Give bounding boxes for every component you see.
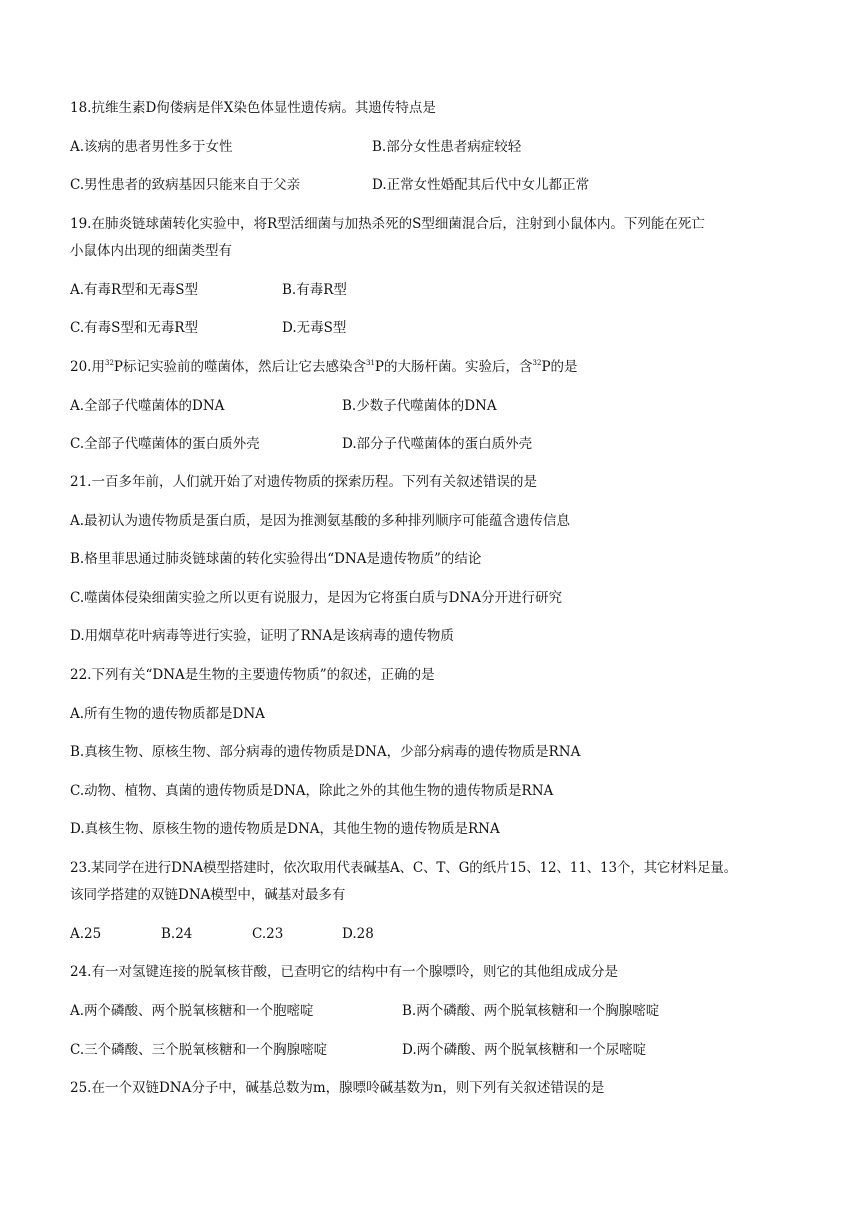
question-25-stem: 25.在一个双链DNA分子中，碱基总数为m，腺嘌呤碱基数为n，则下列有关叙述错误的是: [70, 1080, 605, 1096]
isotope-mass-number: 32: [104, 359, 114, 367]
question-22-option-d: D.真核生物、原核生物的遗传物质是DNA，其他生物的遗传物质是RNA: [70, 821, 500, 837]
question-23-option-a: A.25: [70, 926, 102, 942]
question-24-option-a: A.两个磷酸、两个脱氧核糖和一个胞嘧啶: [70, 1003, 314, 1019]
question-23-option-d: D.28: [342, 926, 374, 942]
question-24-stem: 24.有一对氢键连接的脱氧核苷酸，已查明它的结构中有一个腺嘌呤，则它的其他组成成分是: [70, 964, 618, 980]
question-21-option-b: B.格里菲思通过肺炎链球菌的转化实验得出“DNA是遗传物质”的结论: [70, 551, 482, 567]
isotope-mass-number: 31: [366, 359, 375, 367]
question-19-stem-line-1: 19.在肺炎链球菌转化实验中，将R型活细菌与加热杀死的S型细菌混合后，注射到小鼠体内。下列能在死亡: [70, 216, 705, 232]
question-19-option-b: B.有毒R型: [282, 282, 347, 298]
isotope-mass-number: 32: [532, 359, 542, 367]
question-23-stem-line-1: 23.某同学在进行DNA模型搭建时，依次取用代表碱基A、C、T、G的纸片15、12、11、13个，其它材料足量。: [70, 860, 738, 876]
question-20-option-d: D.部分子代噬菌体的蛋白质外壳: [342, 436, 533, 452]
question-20-option-a: A.全部子代噬菌体的DNA: [70, 398, 225, 414]
question-18-option-b: B.部分女性患者病症较轻: [372, 139, 522, 155]
question-21-option-c: C.噬菌体侵染细菌实验之所以更有说服力，是因为它将蛋白质与DNA分开进行研究: [70, 590, 563, 606]
question-20-stem: [70, 357, 578, 377]
stem-text: P标记实验前的噬菌体，然后让它去感染含: [113, 359, 366, 375]
question-21-option-a: A.最初认为遗传物质是蛋白质，是因为推测氨基酸的多种排列顺序可能蕴含遗传信息: [70, 513, 571, 529]
stem-text: P的是: [541, 359, 578, 375]
question-19-option-d: D.无毒S型: [282, 320, 347, 336]
question-19-option-c: C.有毒S型和无毒R型: [70, 320, 199, 336]
question-21-stem: 21.一百多年前，人们就开始了对遗传物质的探索历程。下列有关叙述错误的是: [70, 474, 537, 490]
question-18-option-a: A.该病的患者男性多于女性: [70, 139, 233, 155]
stem-text: 20.用: [70, 359, 105, 375]
question-22-option-b: B.真核生物、原核生物、部分病毒的遗传物质是DNA，少部分病毒的遗传物质是RNA: [70, 744, 581, 760]
question-18-option-d: D.正常女性婚配其后代中女儿都正常: [372, 177, 590, 193]
question-21-option-d: D.用烟草花叶病毒等进行实验，证明了RNA是该病毒的遗传物质: [70, 628, 454, 644]
question-23-option-c: C.23: [252, 926, 284, 942]
question-20-option-c: C.全部子代噬菌体的蛋白质外壳: [70, 436, 260, 452]
question-20-option-b: B.少数子代噬菌体的DNA: [342, 398, 497, 414]
question-19-stem-line-2: 小鼠体内出现的细菌类型有: [70, 243, 232, 259]
question-23-stem-line-2: 该同学搭建的双链DNA模型中，碱基对最多有: [70, 887, 346, 903]
question-22-stem: 22.下列有关“DNA是生物的主要遗传物质”的叙述，正确的是: [70, 667, 435, 683]
question-24-option-c: C.三个磷酸、三个脱氧核糖和一个胸腺嘧啶: [70, 1042, 328, 1058]
question-18-option-c: C.男性患者的致病基因只能来自于父亲: [70, 177, 301, 193]
question-19-option-a: A.有毒R型和无毒S型: [70, 282, 198, 298]
question-24-option-b: B.两个磷酸、两个脱氧核糖和一个胸腺嘧啶: [402, 1003, 660, 1019]
question-18-stem: 18.抗维生素D佝偻病是伴X染色体显性遗传病。其遗传特点是: [70, 100, 436, 116]
question-22-option-c: C.动物、植物、真菌的遗传物质是DNA，除此之外的其他生物的遗传物质是RNA: [70, 783, 554, 799]
question-22-option-a: A.所有生物的遗传物质都是DNA: [70, 706, 265, 722]
question-24-option-d: D.两个磷酸、两个脱氧核糖和一个尿嘧啶: [402, 1042, 647, 1058]
question-23-option-b: B.24: [161, 926, 193, 942]
stem-text: P的大肠杆菌。实验后，含: [374, 359, 533, 375]
